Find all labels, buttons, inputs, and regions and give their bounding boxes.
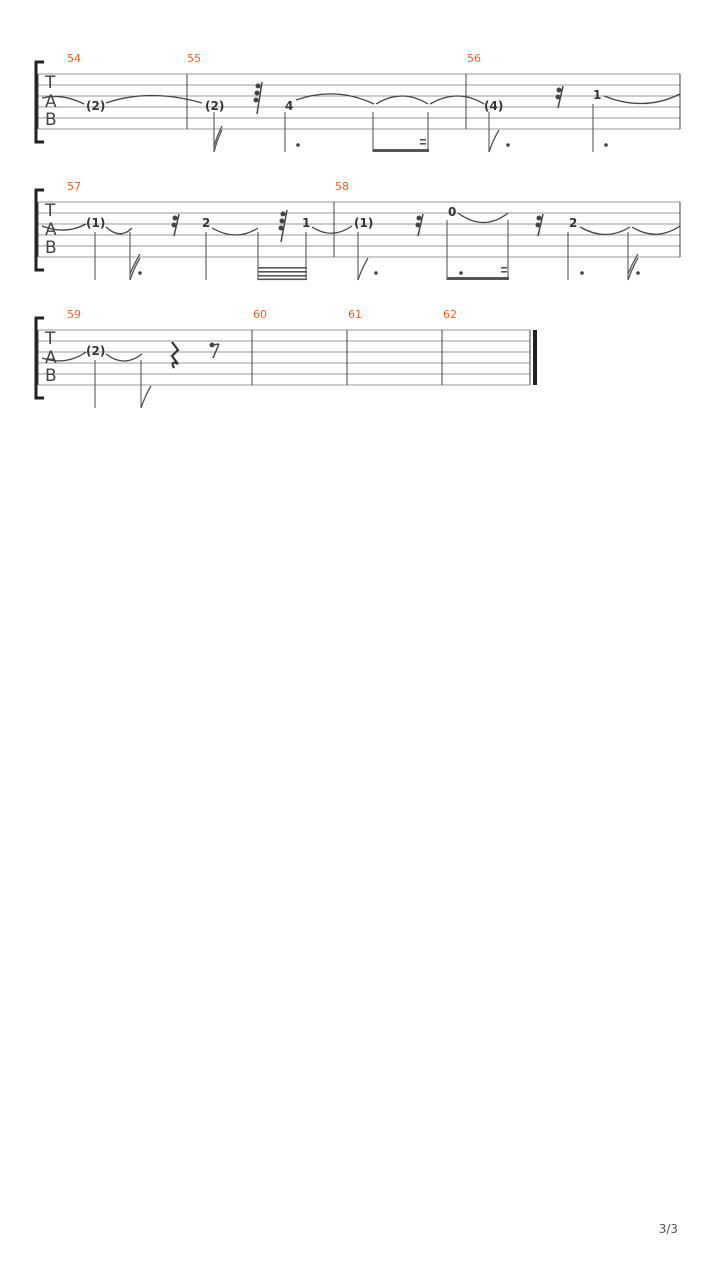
fret-number: 1 [593,88,602,102]
measure-number: 62 [443,308,457,321]
fret-number: (2) [86,99,106,113]
rest-thirty-second [279,210,287,242]
fret-number: 0 [448,205,457,219]
note-beam [258,267,307,269]
tab-clef-b: B [45,238,57,258]
dot [604,143,608,147]
system-2 [36,180,680,280]
note-flag [214,126,222,152]
note-beam [501,267,507,269]
dot [580,271,584,275]
note-beam [258,279,307,281]
note-flag [489,130,499,152]
tie [458,213,508,223]
tab-clef-b: B [45,110,57,130]
rest-sixteenth [536,214,543,236]
rest-eighth [210,343,219,358]
measure-number: 54 [67,52,81,65]
tie [632,226,680,234]
tab-clef-a: A [45,348,57,368]
note-beam [501,271,507,273]
tab-clef-a: A [45,220,57,240]
dot [459,271,463,275]
tie [312,226,352,233]
fret-number: (1) [354,216,374,230]
tab-clef-t: T [45,329,56,349]
fret-number: (2) [86,344,106,358]
rest-sixteenth [416,214,423,236]
fret-number: 2 [202,216,211,230]
note-flag [130,254,140,280]
page-number: 3/3 [658,1222,678,1236]
final-barline-thick [533,330,537,385]
measure-number: 60 [253,308,267,321]
note-flag [358,258,368,280]
note-beam [258,275,307,277]
dot [374,271,378,275]
fret-number: 4 [285,99,294,113]
measure-number: 58 [335,180,349,193]
tab-clef-a: A [45,92,57,112]
rest-sixteenth [556,86,563,108]
staff-lines [38,74,680,129]
note-flag [628,254,638,280]
dot [138,271,142,275]
note-beam [258,271,307,273]
note-beam [420,143,426,145]
measure-number: 56 [467,52,481,65]
tie [106,96,202,104]
fret-number: (2) [205,99,225,113]
measure-number: 61 [348,308,362,321]
tie [430,96,484,104]
tie [212,228,258,235]
fret-number: 2 [569,216,578,230]
fret-number: (1) [86,216,106,230]
note-beam [373,149,429,152]
note-beam [420,139,426,141]
rest-quarter [172,342,178,368]
tie [106,354,142,361]
tab-clef-t: T [45,201,56,221]
fret-number: 1 [302,216,311,230]
measure-number: 59 [67,308,81,321]
rest-sixteenth [254,82,262,114]
note-beam [447,277,509,280]
dot [636,271,640,275]
dot [296,143,300,147]
tie [106,227,132,234]
tab-clef-t: T [45,73,56,93]
tie [296,94,374,104]
tie [376,96,428,104]
tie [604,94,680,104]
system-1 [36,52,680,152]
measure-number: 57 [67,180,81,193]
tab-clef-b: B [45,366,57,386]
rest-sixteenth [172,214,179,236]
tie [580,227,630,235]
note-flag [141,386,151,408]
dot [506,143,510,147]
fret-number: (4) [484,99,504,113]
system-3 [36,308,537,408]
measure-number: 55 [187,52,201,65]
